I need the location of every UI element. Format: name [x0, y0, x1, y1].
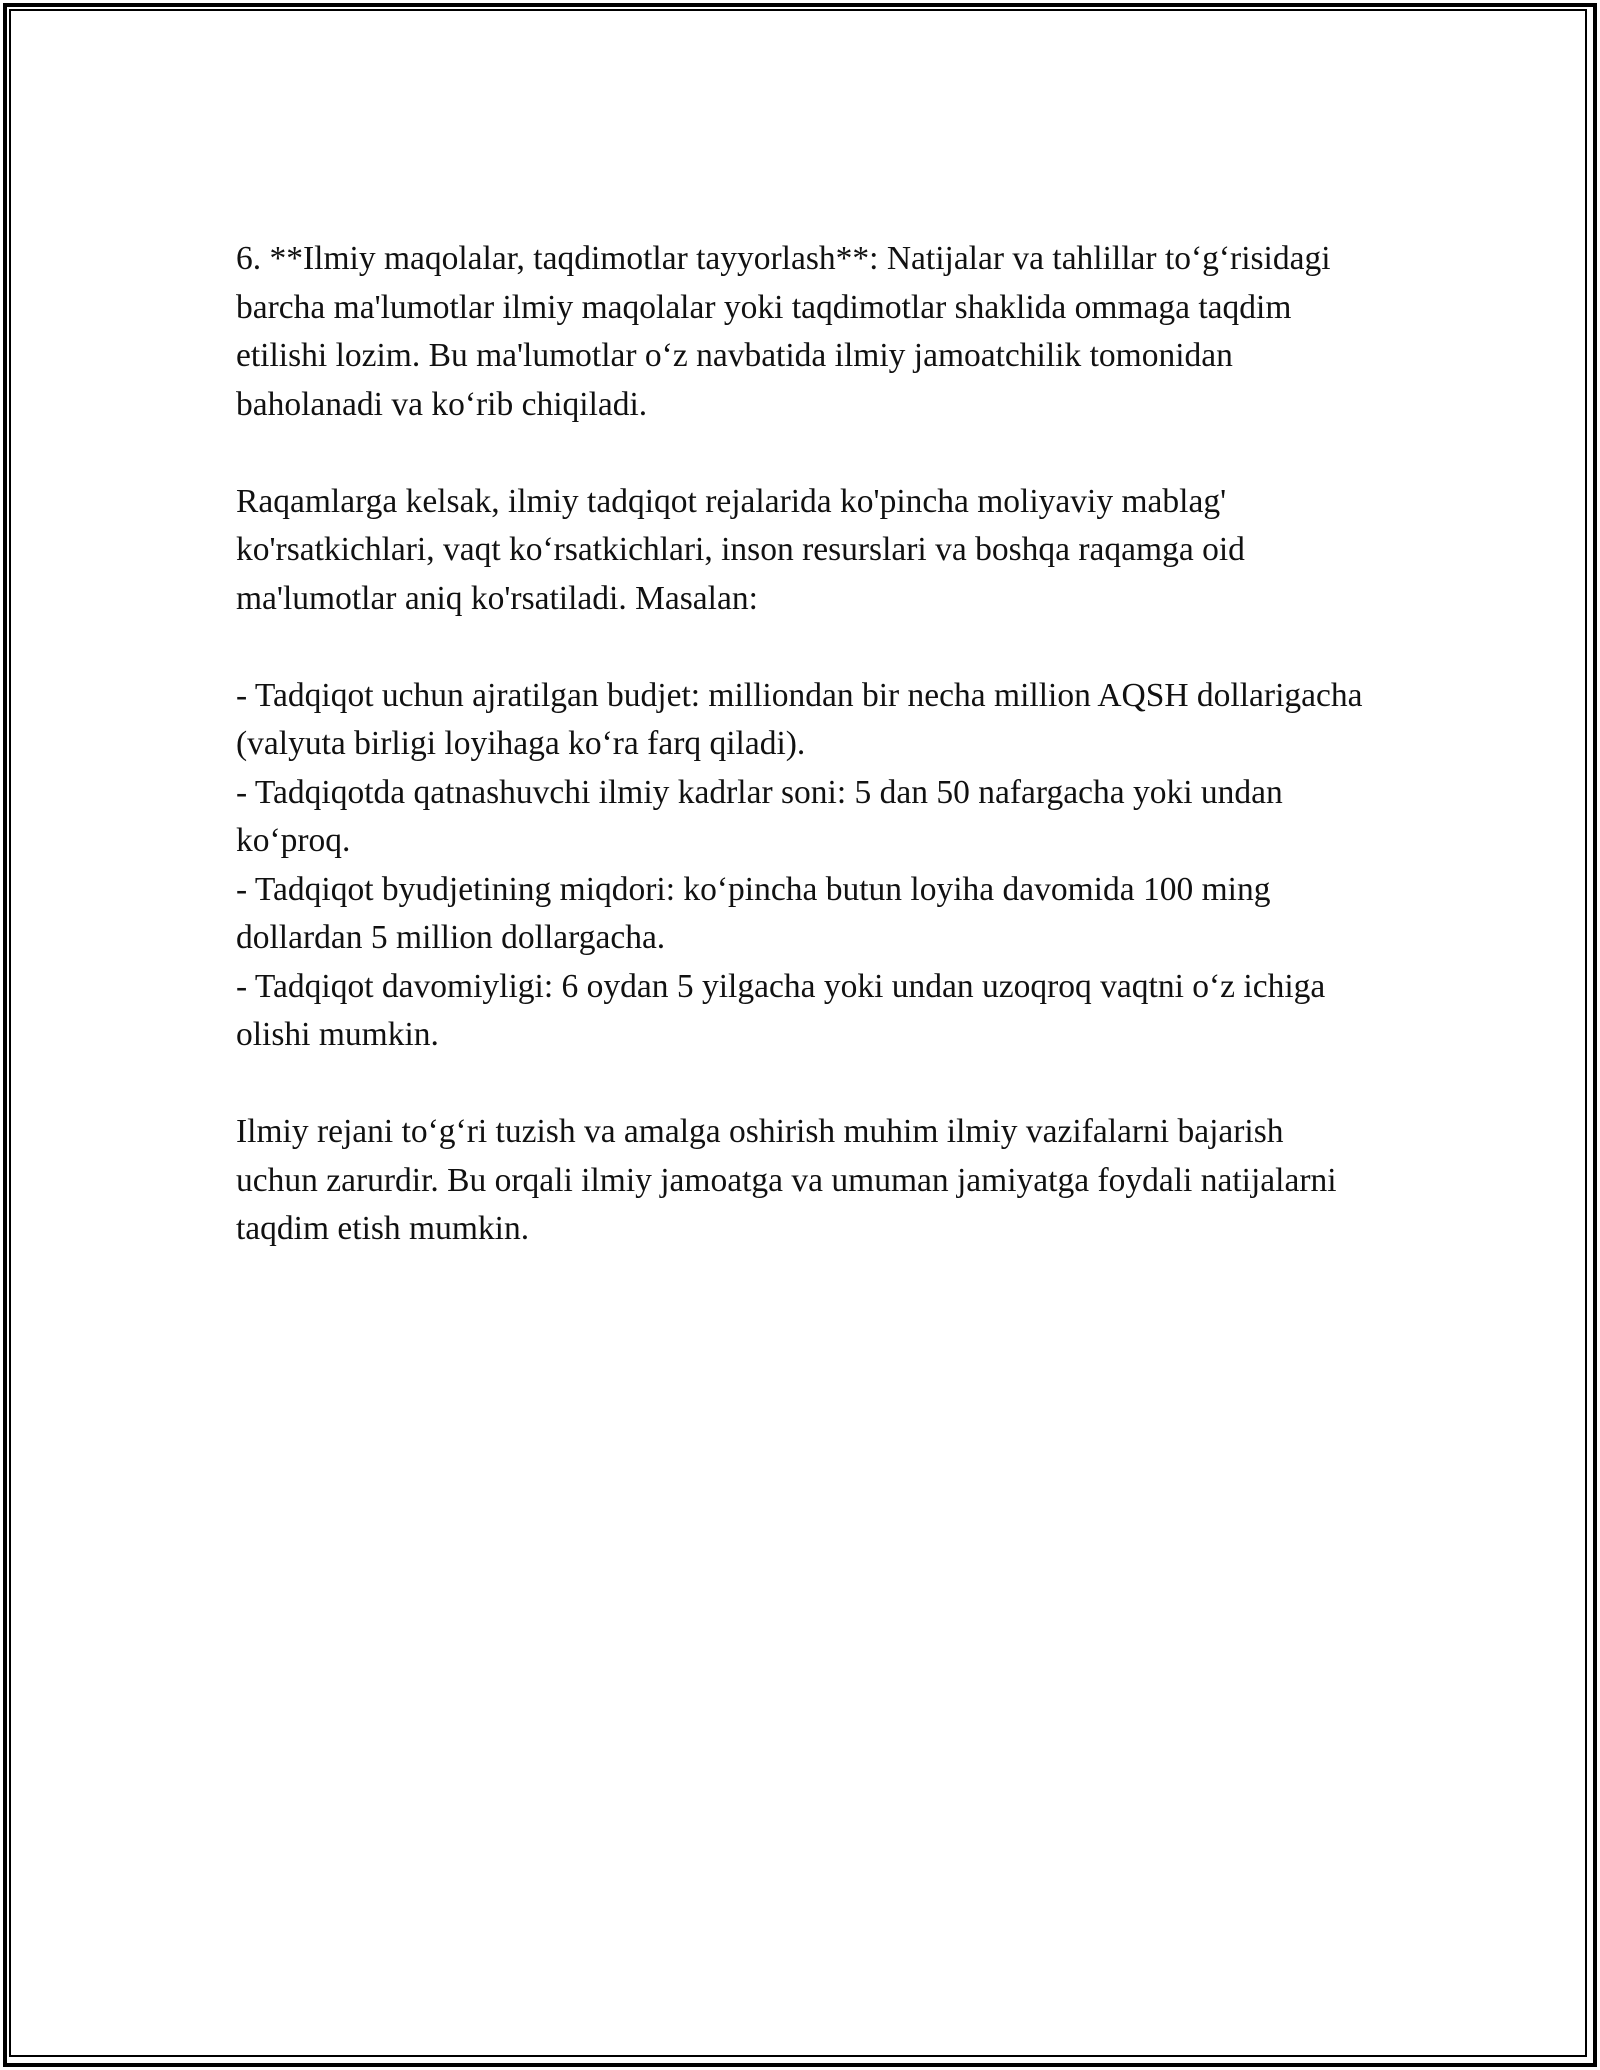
paragraph-closing: Ilmiy rejani to‘g‘ri tuzish va amalga oshirish muhim ilmiy vazifalarni bajarish uchun zarurdir. Bu orqali ilmiy jamoatga va umuman jamiyatga foydali natijalarni taqdim etish mumkin.	[236, 1113, 1337, 1247]
list-item-budget: - Tadqiqot uchun ajratilgan budjet: milliondan bir necha million AQSH dollarigacha (valyuta birligi loyihaga ko‘ra farq qiladi).	[236, 676, 1363, 762]
paragraph-numbers-intro: Raqamlarga kelsak, ilmiy tadqiqot rejalarida ko'pincha moliyaviy mablag' ko'rsatkichlari, vaqt ko‘rsatkichlari, inson resurslari va boshqa raqamga oid ma'lumotlar aniq ko'rsatiladi. Masalan:	[236, 482, 1245, 617]
document-body	[236, 235, 1366, 1302]
list-item-staff-count: - Tadqiqotda qatnashuvchi ilmiy kadrlar soni: 5 dan 50 nafargacha yoki undan ko‘proq.	[236, 773, 1283, 859]
examples-list	[236, 672, 1366, 1060]
paragraph-scientific-articles: 6. **Ilmiy maqolalar, taqdimotlar tayyorlash**: Natijalar va tahlillar to‘g‘risidagi barcha ma'lumotlar ilmiy maqolalar yoki taqdimotlar shaklida ommaga taqdim etilishi lozim. Bu ma'lumotlar o‘z navbatida ilmiy jamoatchilik tomonidan baholanadi va ko‘rib chiqiladi.	[236, 240, 1331, 423]
list-item-duration: - Tadqiqot davomiyligi: 6 oydan 5 yilgacha yoki undan uzoqroq vaqtni o‘z ichiga olishi mumkin.	[236, 967, 1326, 1053]
list-item-budget-amount: - Tadqiqot byudjetining miqdori: ko‘pincha butun loyiha davomida 100 ming dollardan 5 million dollargacha.	[236, 870, 1271, 956]
